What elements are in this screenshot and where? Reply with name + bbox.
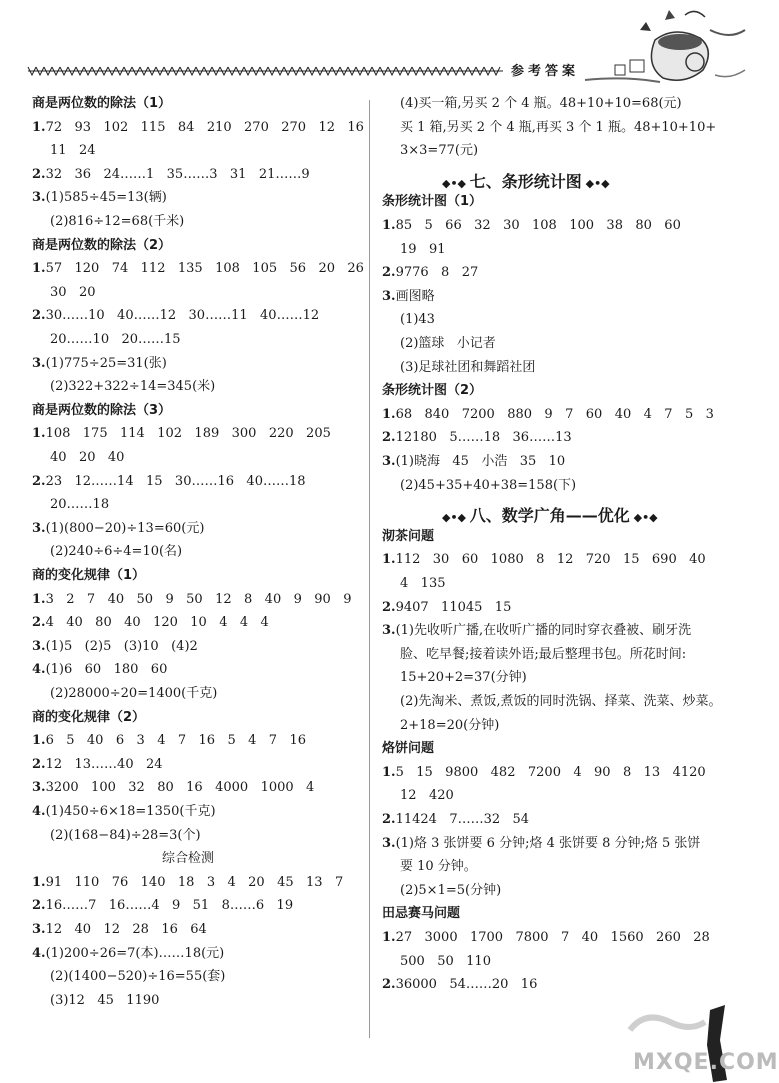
answer-line bbox=[50, 969, 225, 985]
answer-line bbox=[50, 332, 181, 348]
item-number: 3. bbox=[382, 623, 396, 639]
answer-text: (2)5×1=5(分钟) bbox=[400, 882, 502, 898]
answer-line bbox=[400, 143, 478, 159]
answer-line bbox=[32, 308, 319, 324]
item-number: 3. bbox=[32, 780, 46, 796]
header-title: 参考答案 bbox=[511, 64, 580, 79]
answer-line bbox=[32, 615, 269, 631]
answer-text: (2)篮球 小记者 bbox=[400, 336, 496, 351]
answer-text: (1)先收听广播,在收听广播的同时穿衣叠被、刷牙洗 bbox=[395, 623, 692, 639]
answer-line bbox=[32, 875, 343, 891]
column-divider bbox=[369, 100, 370, 1038]
answer-text: 108 175 114 102 189 300 220 205 bbox=[45, 426, 331, 442]
answer-text: 11 24 bbox=[50, 143, 96, 159]
answer-text: 12180 5……18 36……13 bbox=[395, 430, 572, 446]
item-number: 4. bbox=[32, 945, 46, 961]
item-number: 2. bbox=[382, 812, 396, 827]
item-number: 2. bbox=[32, 473, 46, 489]
answer-line bbox=[32, 474, 306, 490]
answer-line bbox=[382, 430, 572, 446]
answer-line bbox=[50, 143, 95, 159]
answer-line bbox=[50, 214, 184, 230]
item-number: 1. bbox=[382, 406, 396, 422]
item-number: 1. bbox=[382, 930, 396, 945]
section-heading: 烙饼问题 bbox=[382, 741, 435, 757]
answer-text: (2)28000÷20=1400(千克) bbox=[50, 686, 218, 701]
answer-line bbox=[400, 788, 454, 804]
answer-text: 30 20 bbox=[50, 284, 96, 300]
answer-line bbox=[32, 190, 167, 206]
answer-text: 36000 54……20 16 bbox=[395, 977, 538, 993]
answer-text: 32 36 24……1 35……3 31 21……9 bbox=[45, 166, 310, 182]
item-number: 2. bbox=[32, 615, 46, 631]
answer-line bbox=[50, 285, 95, 301]
answer-text: 20……10 20……15 bbox=[50, 332, 181, 347]
section-heading: 条形统计图（1） bbox=[382, 194, 483, 210]
answer-line bbox=[400, 336, 496, 352]
answer-text: 112 30 60 1080 8 12 720 15 690 40 bbox=[395, 552, 706, 568]
answer-text: 脸、吃早餐;接着读外语;最后整理书包。所花时间: bbox=[400, 646, 687, 662]
answer-text: 4 135 bbox=[400, 576, 446, 591]
answer-text: 12 420 bbox=[400, 788, 454, 804]
answer-text: (3)足球社团和舞蹈社团 bbox=[400, 359, 536, 375]
item-number: 2. bbox=[382, 265, 396, 281]
answer-text: 9776 8 27 bbox=[395, 265, 479, 281]
answer-text: 91 110 76 140 18 3 4 20 45 13 7 bbox=[45, 874, 344, 890]
item-number: 2. bbox=[382, 430, 396, 446]
answer-text: 2+18=20(分钟) bbox=[400, 717, 500, 733]
answer-line bbox=[382, 218, 681, 234]
decorative-border bbox=[28, 64, 503, 78]
answer-line bbox=[32, 733, 306, 749]
answer-text: 19 91 bbox=[400, 241, 446, 257]
answer-line bbox=[400, 242, 445, 258]
diamond-ornament-icon: ◆•◆ bbox=[442, 511, 470, 525]
item-number: 1. bbox=[32, 426, 46, 442]
answer-text: 40 20 40 bbox=[50, 450, 125, 465]
answer-line bbox=[382, 836, 700, 852]
answer-text: 23 12……14 15 30……16 40……18 bbox=[45, 473, 306, 489]
item-number: 1. bbox=[32, 261, 46, 277]
answer-line bbox=[382, 623, 691, 639]
answer-line bbox=[382, 265, 478, 281]
item-number: 1. bbox=[32, 733, 46, 749]
item-number: 3. bbox=[382, 288, 396, 304]
teacup-illustration bbox=[585, 0, 750, 92]
answer-line bbox=[382, 977, 537, 993]
answer-text: (3)12 45 1190 bbox=[50, 992, 160, 1008]
answer-text: 500 50 110 bbox=[400, 953, 491, 969]
answer-text: 72 93 102 115 84 210 270 270 12 16 bbox=[45, 119, 364, 135]
answer-line bbox=[32, 780, 314, 796]
item-number: 2. bbox=[32, 898, 46, 914]
page-header bbox=[0, 0, 750, 92]
answer-line bbox=[400, 954, 491, 970]
answer-text: 11424 7……32 54 bbox=[395, 812, 530, 827]
answer-line bbox=[50, 379, 215, 395]
answer-text: (2)45+35+40+38=158(下) bbox=[400, 477, 577, 493]
answer-line bbox=[400, 859, 477, 875]
answer-text: 3 2 7 40 50 9 50 12 8 40 9 90 9 bbox=[45, 591, 352, 607]
answer-text: 画图略 bbox=[395, 288, 435, 304]
item-number: 4. bbox=[32, 804, 46, 819]
answer-text: (2)240÷6÷4=10(名) bbox=[50, 544, 183, 560]
answer-line bbox=[382, 600, 511, 616]
centered-heading: 综合检测 bbox=[162, 851, 215, 867]
answer-line bbox=[400, 96, 682, 112]
answer-line bbox=[382, 552, 706, 568]
answer-line bbox=[400, 120, 716, 136]
item-number: 3. bbox=[32, 922, 46, 937]
item-number: 2. bbox=[382, 599, 396, 615]
section-heading: 条形统计图（2） bbox=[382, 383, 483, 399]
answer-text: (1)6 60 180 60 bbox=[45, 662, 168, 678]
answer-line bbox=[400, 312, 435, 328]
section-heading: 沏茶问题 bbox=[382, 528, 435, 544]
answer-line bbox=[382, 289, 435, 305]
answer-line bbox=[50, 497, 109, 513]
item-number: 3. bbox=[32, 638, 46, 654]
answer-line bbox=[32, 521, 204, 537]
item-number: 3. bbox=[382, 454, 396, 469]
answer-text: 要 10 分钟。 bbox=[400, 859, 477, 875]
answer-text: 30……10 40……12 30……11 40……12 bbox=[45, 308, 320, 324]
answer-text: (1)晓海 45 小浩 35 10 bbox=[395, 454, 566, 469]
item-number: 1. bbox=[32, 591, 46, 607]
answer-text: 5 15 9800 482 7200 4 90 8 13 4120 bbox=[395, 764, 706, 780]
answer-line bbox=[50, 686, 217, 702]
answer-text: 85 5 66 32 30 108 100 38 80 60 bbox=[395, 218, 681, 233]
item-number: 3. bbox=[32, 190, 46, 206]
answer-text: 57 120 74 112 135 108 105 56 20 26 bbox=[45, 261, 364, 277]
item-number: 2. bbox=[32, 166, 46, 182]
answer-line bbox=[32, 639, 198, 655]
answer-line bbox=[32, 898, 293, 914]
answer-line bbox=[400, 647, 686, 663]
answer-text: (1)200÷26=7(本)……18(元) bbox=[45, 945, 225, 961]
answer-text: (1)烙 3 张饼要 6 分钟;烙 4 张饼要 8 分钟;烙 5 张饼 bbox=[395, 835, 701, 851]
answer-text: 4 40 80 40 120 10 4 4 4 bbox=[45, 615, 269, 631]
answer-line bbox=[32, 261, 364, 277]
answer-line bbox=[400, 478, 576, 494]
answer-text: (1)43 bbox=[400, 312, 435, 328]
answer-text: 16……7 16……4 9 51 8……6 19 bbox=[45, 898, 294, 914]
answer-text: (1)585÷45=13(辆) bbox=[45, 190, 167, 206]
answer-text: (2)322+322÷14=345(米) bbox=[50, 379, 216, 395]
answer-line bbox=[32, 356, 167, 372]
answer-text: 12 13……40 24 bbox=[45, 756, 163, 772]
chapter-heading bbox=[442, 169, 610, 192]
answer-text: 27 3000 1700 7800 7 40 1560 260 28 bbox=[395, 930, 710, 945]
answer-line bbox=[32, 922, 207, 938]
section-heading: 商的变化规律（2） bbox=[32, 709, 146, 725]
answer-text: (1)5 (2)5 (3)10 (4)2 bbox=[45, 638, 198, 654]
answer-line bbox=[32, 167, 310, 183]
answer-text: 12 40 12 28 16 64 bbox=[45, 922, 207, 937]
section-heading: 商是两位数的除法（2） bbox=[32, 237, 172, 253]
answer-text: (1)775÷25=31(张) bbox=[45, 355, 167, 371]
answer-text: 68 840 7200 880 9 7 60 40 4 7 5 3 bbox=[395, 406, 714, 422]
answer-line bbox=[32, 757, 163, 773]
answer-line bbox=[400, 576, 445, 592]
diamond-ornament-icon: ◆•◆ bbox=[581, 176, 610, 190]
item-number: 2. bbox=[32, 308, 46, 324]
item-number: 2. bbox=[32, 756, 46, 772]
answer-line bbox=[382, 407, 714, 423]
chapter-title: 七、条形统计图 bbox=[469, 171, 582, 191]
answer-text: 买 1 箱,另买 2 个 4 瓶,再买 3 个 1 瓶。48+10+10+ bbox=[400, 119, 717, 135]
answer-text: (1)450÷6×18=1350(千克) bbox=[45, 804, 216, 819]
section-heading: 商的变化规律（1） bbox=[32, 568, 146, 583]
answer-line bbox=[50, 828, 201, 844]
answer-line bbox=[32, 426, 331, 442]
chapter-heading bbox=[442, 503, 658, 526]
answer-line bbox=[400, 718, 499, 734]
answer-text: 15+20+2=37(分钟) bbox=[400, 670, 527, 686]
section-heading: 田忌赛马问题 bbox=[382, 906, 461, 922]
answer-text: 3200 100 32 80 16 4000 1000 4 bbox=[45, 780, 315, 796]
answer-text: 6 5 40 6 3 4 7 16 5 4 7 16 bbox=[45, 733, 307, 749]
item-number: 3. bbox=[32, 520, 46, 536]
answer-line bbox=[50, 450, 124, 466]
answer-line bbox=[32, 662, 167, 678]
section-heading: 商是两位数的除法（3） bbox=[32, 402, 172, 418]
answer-line bbox=[382, 812, 529, 828]
answer-line bbox=[32, 120, 364, 136]
answer-line bbox=[400, 360, 535, 376]
answer-line bbox=[382, 765, 706, 781]
item-number: 1. bbox=[32, 874, 46, 890]
answer-line bbox=[400, 670, 527, 686]
answer-text: (2)(168−84)÷28=3(个) bbox=[50, 827, 201, 843]
chapter-title: 八、数学广角——优化 bbox=[469, 506, 630, 526]
answer-text: 3×3=77(元) bbox=[400, 143, 479, 159]
diamond-ornament-icon: ◆•◆ bbox=[442, 176, 470, 190]
item-number: 1. bbox=[382, 552, 396, 568]
answer-line bbox=[32, 946, 224, 962]
answer-text: (1)(800−20)÷13=60(元) bbox=[45, 520, 205, 536]
answer-line bbox=[50, 993, 159, 1009]
answer-line bbox=[32, 804, 216, 820]
item-number: 3. bbox=[382, 835, 396, 851]
answer-line bbox=[400, 694, 722, 710]
item-number: 3. bbox=[32, 355, 46, 371]
section-heading: 商是两位数的除法（1） bbox=[32, 96, 172, 111]
answer-line bbox=[400, 883, 501, 899]
watermark-text: MXQE.COM bbox=[633, 1050, 779, 1075]
answer-line bbox=[382, 930, 710, 946]
item-number: 2. bbox=[382, 977, 396, 993]
answer-text: 20……18 bbox=[50, 497, 110, 513]
answer-line bbox=[50, 544, 182, 560]
answer-text: 9407 11045 15 bbox=[395, 599, 512, 615]
diamond-ornament-icon: ◆•◆ bbox=[629, 511, 658, 525]
answer-text: (2)816÷12=68(千米) bbox=[50, 214, 185, 229]
item-number: 4. bbox=[32, 662, 46, 678]
answer-line bbox=[382, 454, 565, 470]
answer-text: (2)(1400−520)÷16=55(套) bbox=[50, 969, 226, 985]
answer-text: (2)先淘米、煮饭,煮饭的同时洗锅、择菜、洗菜、炒菜。 bbox=[400, 694, 722, 709]
answer-text: (4)买一箱,另买 2 个 4 瓶。48+10+10=68(元) bbox=[400, 96, 682, 111]
item-number: 1. bbox=[32, 119, 46, 135]
item-number: 1. bbox=[382, 218, 396, 233]
item-number: 1. bbox=[382, 764, 396, 780]
answer-line bbox=[32, 592, 352, 608]
